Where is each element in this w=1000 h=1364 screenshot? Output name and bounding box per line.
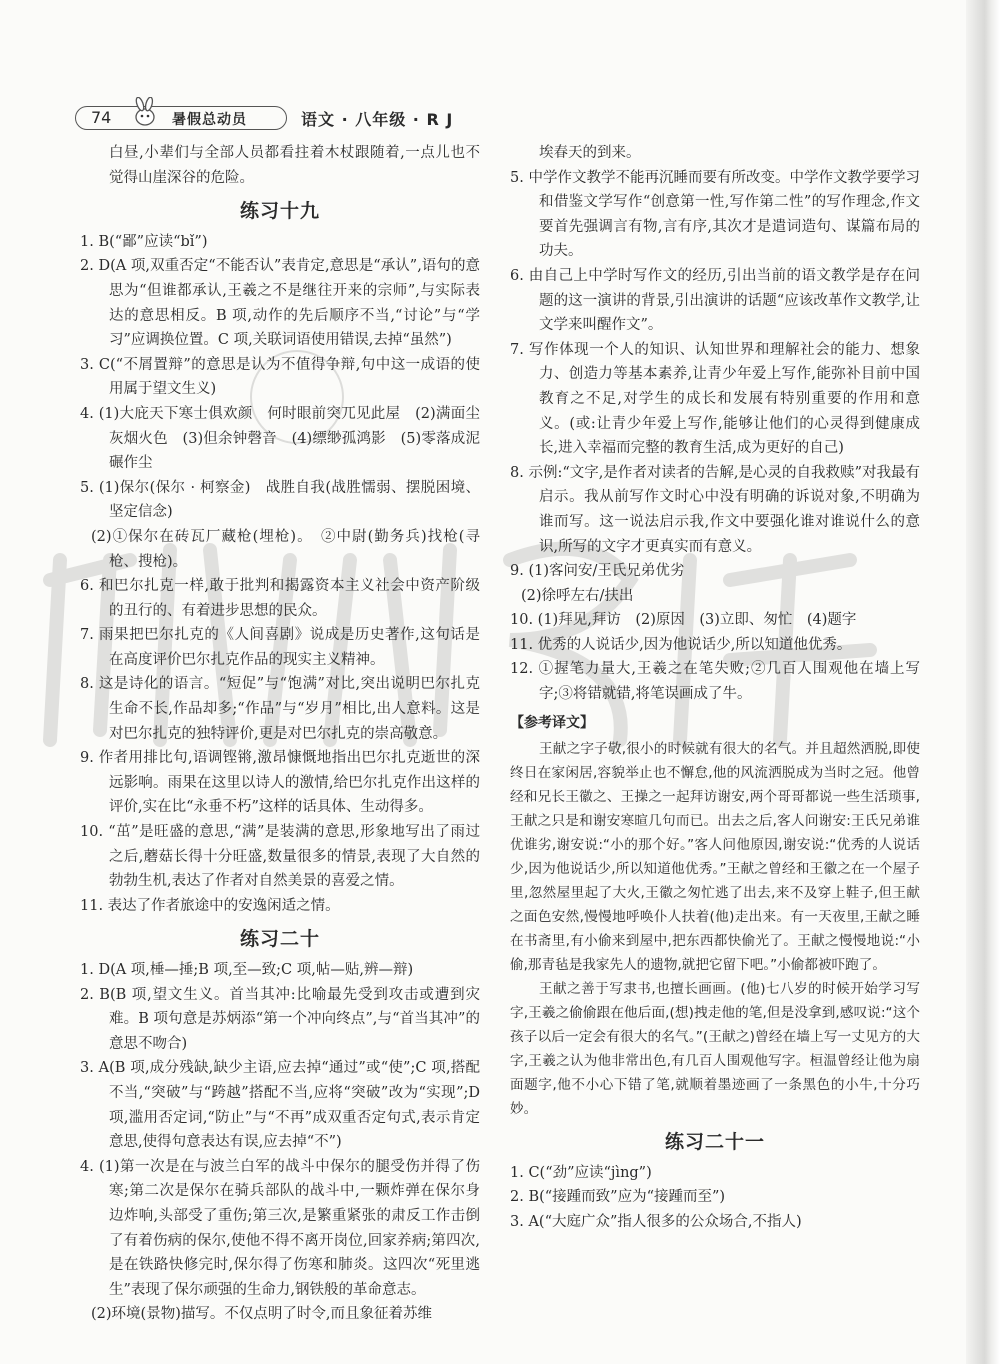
answer-item: 7. 雨果把巴尔扎克的《人间喜剧》说成是历史著作,这句话是在高度评价巴尔扎克作品的现实主义精神。 (80, 627, 480, 668)
translation-paragraph: 王献之善于写隶书,也擅长画画。(他)七八岁的时候开始学习写字,王羲之偷偷跟在他后面,(想)拽走他的笔,但是没拿到,感叹说:“这个孩子以后一定会有很大的名气。”(王献之)曾经在墙上写一丈见方的大字,王羲之认为他非常出色,有几百人围观他写字。桓温曾经让他为扇面题字,他不小心下错了笔,就顺着墨迹画了一条黑色的小牛,十分巧妙。 (510, 981, 920, 1118)
section-title: 练习二十一 (664, 1131, 765, 1154)
answer-item: 9. (1)客问安/王氏兄弟优劣 (510, 563, 685, 580)
answer-item: 4. (1)大庇天下寒士俱欢颜 何时眼前突兀见此屋 (2)满面尘灰烟火色 (3)但余钟磬音 (4)缥缈孤鸿影 (5)零落成泥碾作尘 (80, 405, 480, 472)
left-column (80, 141, 480, 1327)
answer-item: 1. C(“劲”应读“jìng”) (510, 1164, 652, 1181)
answer-item: 11. 优秀的人说话少,因为他说话少,所以知道他优秀。 (510, 636, 852, 653)
answer-item: 2. B(B 项,望文生义。首当其冲:比喻最先受到攻击或遭到灾难。B 项句意是苏炳添“第一个冲向终点”,与“首当其冲”的意思不吻合) (80, 986, 480, 1052)
answer-item: 10. (1)拜见,拜访 (2)原因 (3)立即、匆忙 (4)题字 (510, 612, 857, 629)
answer-item: 埃春天的到来。 (539, 145, 641, 161)
answer-item: 1. D(A 项,棰—捶;B 项,至—致;C 项,帖—贴,辨—辩) (80, 962, 414, 978)
answer-item: 1. B(“鄙”应读“bǐ”) (80, 233, 208, 250)
answer-item: 5. 中学作文教学不能再沉睡而要有所改变。中学作文教学要学习和借鉴文学写作“创意第一性,写作第二性”的写作理念,作文要首先强调言有物,言有序,其次才是遣词造句、谋篇布局的功夫。 (510, 169, 920, 260)
answer-item: 2. D(A 项,双重否定“不能否认”表肯定,意思是“承认”,语句的意思为“但谁都承认,王羲之不是继往开来的宗师”,与实际表达的意思相反。B 项,动作的先后顺序不当,“讨论”与“学习”应调换位置。C 项,关联词语使用错误,去掉“虽然”) (80, 258, 480, 349)
answer-item: 10. “茁”是旺盛的意思,“满”是装满的意思,形象地写出了雨过之后,蘑菇长得十分旺盛,数量很多的情景,表现了大自然的勃勃生机,表达了作者对自然美景的喜爱之情。 (80, 824, 480, 890)
subject-grade: 语文 · 八年级 · R J (301, 110, 454, 129)
section-title: 练习二十 (239, 928, 320, 951)
answer-item: (2)徐呼左右/扶出 (521, 587, 634, 604)
answer-item: (2)环境(景物)描写。不仅点明了时令,而且象征着苏维 (91, 1306, 432, 1323)
reference-translation-label: 【参考译文】 (510, 714, 594, 731)
answer-item: 2. B(“接踵而致”应为“接踵而至”) (510, 1189, 726, 1206)
answer-item: 12. ①握笔力量大,王羲之在笔失败;②几百人围观他在墙上写字;③将错就错,将笔误画成了牛。 (510, 661, 920, 703)
right-column (510, 141, 920, 1235)
section-title: 练习十九 (239, 200, 320, 223)
translation-paragraph: 王献之字子敬,很小的时候就有很大的名气。并且超然洒脱,即使终日在家闲居,容貌举止也不懈怠,他的风流洒脱成为当时之冠。他曾经和兄长王徽之、王操之一起拜访谢安,两个哥哥都说一些生活琐事,王献之只是和谢安寒暄几句而已。出去之后,客人问谢安:王氏兄弟谁优谁劣,谢安说:“小的那个好。”客人问他原因,谢安说:“优秀的人说话少,因为他说话少,所以知道他优秀。”王献之曾经和王徽之在一个屋子里,忽然屋里起了大火,王徽之匆忙逃了出去,来不及穿上鞋子,但王献之面色安然,慢慢地呼唤仆人扶着(他)走出来。有一天夜里,王献之睡在书斋里,有小偷来到屋中,把东西都快偷光了。王献之慢慢地说:“小偷,那青毡是我家先人的遗物,就把它留下吧。”小偷都被吓跑了。 (510, 741, 920, 974)
answer-item: 8. 示例:“文字,是作者对读者的告解,是心灵的自我救赎”对我最有启示。我从前写作文时心中没有明确的诉说对象,不明确为谁而写。这一说法启示我,作文中要强化谁对谁说什么的意识,所写的文字才更真实而有意义。 (510, 464, 920, 555)
answer-item: 5. (1)保尔(保尔 · 柯察金) 战胜自我(战胜懦弱、摆脱困境、坚定信念) (80, 479, 480, 521)
page-header (75, 103, 495, 133)
answer-item: 7. 写作体现一个人的知识、认知世界和理解社会的能力、想象力、创造力等基本素养,让青少年爱上写作,能弥补目前中国教育之不足,对学生的成长和发展有特别重要的作用和意义。(或:让青少年爱上写作,能够让他们的心灵得到健康成长,进入幸福而完整的教育生活,成为更好的自己) (510, 341, 920, 457)
answer-item: 8. 这是诗化的语言。“短促”与“饱满”对比,突出说明巴尔扎克生命不长,作品却多;“作品”与“岁月”相比,出人意料。这是对巴尔扎克的独特评价,更是对巴尔扎克的崇高敬意。 (80, 676, 480, 742)
answer-item: 3. A(B 项,成分残缺,缺少主语,应去掉“通过”或“使”;C 项,搭配不当,“突破”与“跨越”搭配不当,应将“突破”改为“实现”;D 项,滥用否定词,“防止”与“不再”成双重否定句式,表示肯定意思,使得句意表达有误,应去掉“不”) (80, 1060, 480, 1151)
answer-item: 11. 表达了作者旅途中的安逸闲适之情。 (80, 897, 340, 914)
answer-item: (2)①保尔在砖瓦厂藏枪(埋枪)。 ②中尉(勤务兵)找枪(寻枪、搜枪)。 (91, 528, 480, 570)
page-number: 74 (91, 108, 112, 127)
answer-item: 白昼,小辈们与全部人员都看拄着木杖跟随着,一点儿也不觉得山崖深谷的危险。 (109, 145, 480, 186)
page-edge-shadow (966, 0, 1000, 1364)
answer-item: 9. 作者用排比句,语调铿锵,激昂慷慨地指出巴尔扎克逝世的深远影响。雨果在这里以诗人的激情,给巴尔扎克作出这样的评价,实在比“永垂不朽”这样的话具体、生动得多。 (80, 750, 480, 816)
mascot-icon (130, 97, 160, 129)
answer-item: 3. A(“大庭广众”指人很多的公众场合,不指人) (510, 1214, 802, 1231)
book-title: 暑假总动员 (172, 112, 247, 128)
answer-item: 6. 由自己上中学时写作文的经历,引出当前的语文教学是存在问题的这一演讲的背景,引出演讲的话题“应该改革作文教学,让文学来叫醒作文”。 (510, 267, 920, 334)
answer-item: 6. 和巴尔扎克一样,敢于批判和揭露资本主义社会中资产阶级的丑行的、有着进步思想的民众。 (80, 578, 480, 619)
answer-item: 4. (1)第一次是在与波兰白军的战斗中保尔的腿受伤并得了伤寒;第二次是保尔在骑兵部队的战斗中,一颗炸弹在保尔身边炸响,头部受了重伤;第三次,是繁重紧张的肃反工作击倒了有着伤病的保尔,使他不得不离开岗位,回家养病;第四次,是在铁路快修完时,保尔得了伤寒和肺炎。这四次“死里逃生”表现了保尔顽强的生命力,钢铁般的革命意志。 (80, 1158, 480, 1298)
answer-item: 3. C(“不屑置辩”的意思是认为不值得争辩,句中这一成语的使用属于望文生义) (80, 356, 480, 398)
